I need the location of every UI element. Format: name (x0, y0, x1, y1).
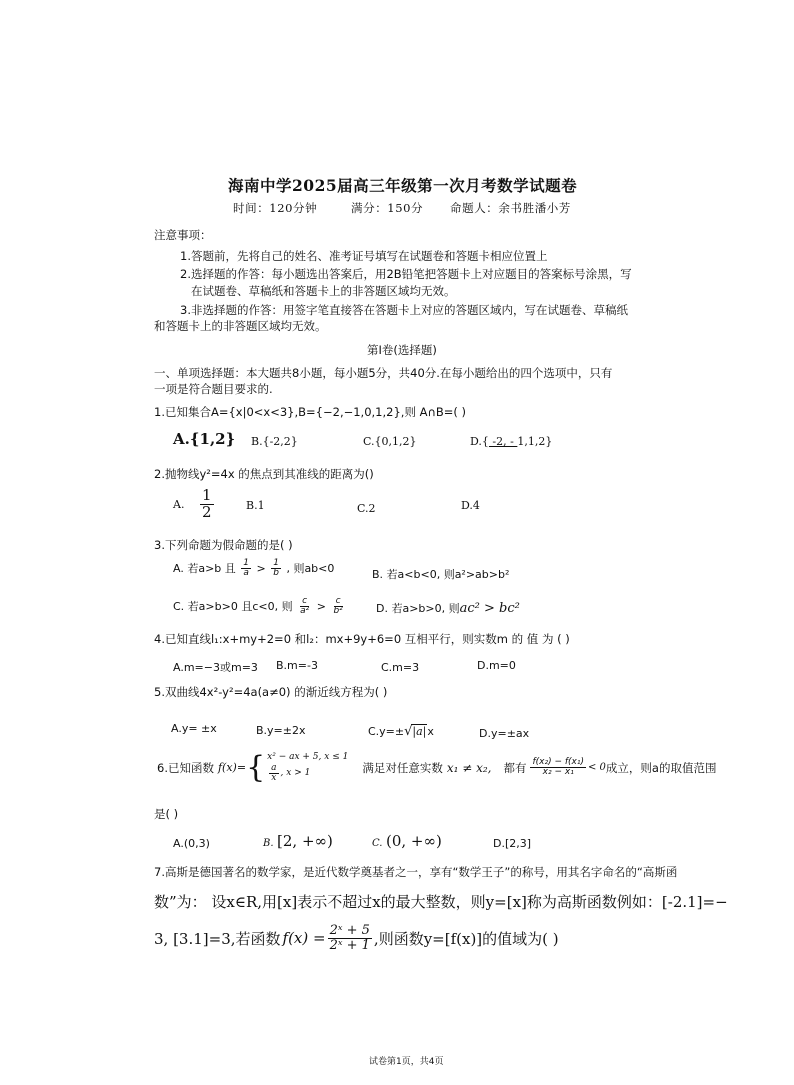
question-3-option-b: B. 若a<b<0, 则a²>ab>b² (372, 568, 510, 581)
question-7-line-2: 数”为： 设x∈R,用[x]表示不超过x的最大整数，则y=[x]称为高斯函数例如：[-2.1]=− (154, 893, 728, 911)
exam-time: 时间：120分钟 (233, 201, 318, 215)
question-2-option-d: D.4 (461, 499, 480, 512)
exam-score: 满分：150分 (351, 201, 424, 215)
exam-author: 命题人：余书胜潘小芳 (450, 201, 571, 215)
question-1-option-b: B.{-2,2} (251, 435, 298, 448)
question-6-option-c: C. (0, +∞) (372, 832, 442, 850)
question-2-stem: 2.抛物线y²=4x 的焦点到其准线的距离为() (154, 467, 374, 481)
section-intro-1: 一、单项选择题：本大题共8小题，每小题5分，共40分.在每小题给出的四个选项中，只有 (154, 366, 613, 380)
page-footer: 试卷第1页，共4页 (369, 1057, 444, 1067)
note-1: 1.答题前，先将自己的姓名、准考证号填写在试题卷和答题卡相应位置上 (180, 249, 548, 263)
section-title: 第Ⅰ卷(选择题) (367, 343, 437, 357)
section-intro-2: 一项是符合题目要求的. (154, 382, 273, 396)
question-1-option-a: A.{1,2} (173, 430, 236, 448)
question-6-option-d: D.[2,3] (493, 837, 532, 850)
question-4-stem: 4.已知直线l₁:x+my+2=0 和l₂：mx+9y+6=0 互相平行，则实数m 的 值 为 ( ) (154, 632, 570, 646)
question-5-stem: 5.双曲线4x²-y²=4a(a≠0) 的渐近线方程为( ) (154, 685, 388, 699)
question-1-stem: 1.已知集合A={x|0<x<3},B={−2,−1,0,1,2},则 A∩B=( ) (154, 405, 467, 419)
question-6-stem-line2: 是( ) (154, 807, 179, 821)
question-3-option-a: A. 若a>b 且 $\frac{1}{a}$ > $\frac{1}{b}$ , 则ab<0 (173, 558, 335, 579)
notes-heading: 注意事项： (154, 228, 212, 242)
question-6-stem: 6.已知函数 f(x)= { x² − ax + 5, x ≤ 1 $\frac{a}{x}$ , x > 1 满足对任意实数 x₁ ≠ x₂, 都有 $\frac{\text{f(x₂) − f(x₁)}}{\text{x₂ − x₁}}$ < 0 成立，则a的取值范围 (157, 749, 717, 785)
question-3-stem: 3.下列命题为假命题的是( ) (154, 538, 293, 552)
question-6-option-b: B. [2, +∞) (263, 832, 333, 850)
question-4-option-d: D.m=0 (477, 659, 516, 672)
question-4-option-c: C.m=3 (381, 661, 420, 674)
note-3a: 3.非选择题的作答：用签字笔直接答在答题卡上对应的答题区域内，写在试题卷、草稿纸 (180, 303, 628, 317)
question-1-option-d: D.{ -2, - 1,1,2} (470, 435, 553, 448)
page-title: 海南中学2025届高三年级第一次月考数学试题卷 (228, 176, 578, 195)
question-5-option-c: C.y=±√|a|x (368, 724, 434, 739)
question-1-option-c: C.{0,1,2} (363, 435, 417, 448)
question-7-line-1: 7.高斯是德国著名的数学家，是近代数学奠基者之一，享有“数学王子”的称号，用其名字命名的“高斯函 (154, 865, 678, 879)
question-3-option-c: C. 若a>b>0 且c<0, 则 $\frac{c}{\text{a²}}$ > $\frac{c}{\text{b²}}$ (173, 596, 343, 617)
question-4-option-b: B.m=-3 (276, 659, 318, 672)
note-2a: 2.选择题的作答：每小题选出答案后，用2B铅笔把答题卡上对应题目的答案标号涂黑，写 (180, 267, 632, 281)
question-6-option-a: A.(0,3) (173, 837, 210, 850)
question-2-option-a: A. $\frac{1}{2}$ (173, 486, 212, 521)
question-4-option-a: A.m=−3或m=3 (173, 661, 258, 674)
question-5-option-b: B.y=±2x (256, 724, 306, 737)
question-2-option-b: B.1 (246, 499, 265, 512)
question-2-option-c: C.2 (357, 502, 376, 515)
question-3-option-d: D. 若a>b>0, 则ac² > bc² (376, 601, 520, 616)
question-5-option-d: D.y=±ax (479, 727, 530, 740)
question-7-line-3: 3, [3.1]=3,若函数 f(x) = $\frac{\text{2ˣ + 5}}{\text{2ˣ + 1}}$ ,则函数y=[f(x)]的值域为( ) (154, 923, 559, 953)
note-3b: 和答题卡上的非答题区域均无效。 (154, 319, 327, 333)
question-5-option-a: A.y= ±x (171, 722, 217, 735)
note-2b: 在试题卷、草稿纸和答题卡上的非答题区域均无效。 (191, 284, 456, 298)
